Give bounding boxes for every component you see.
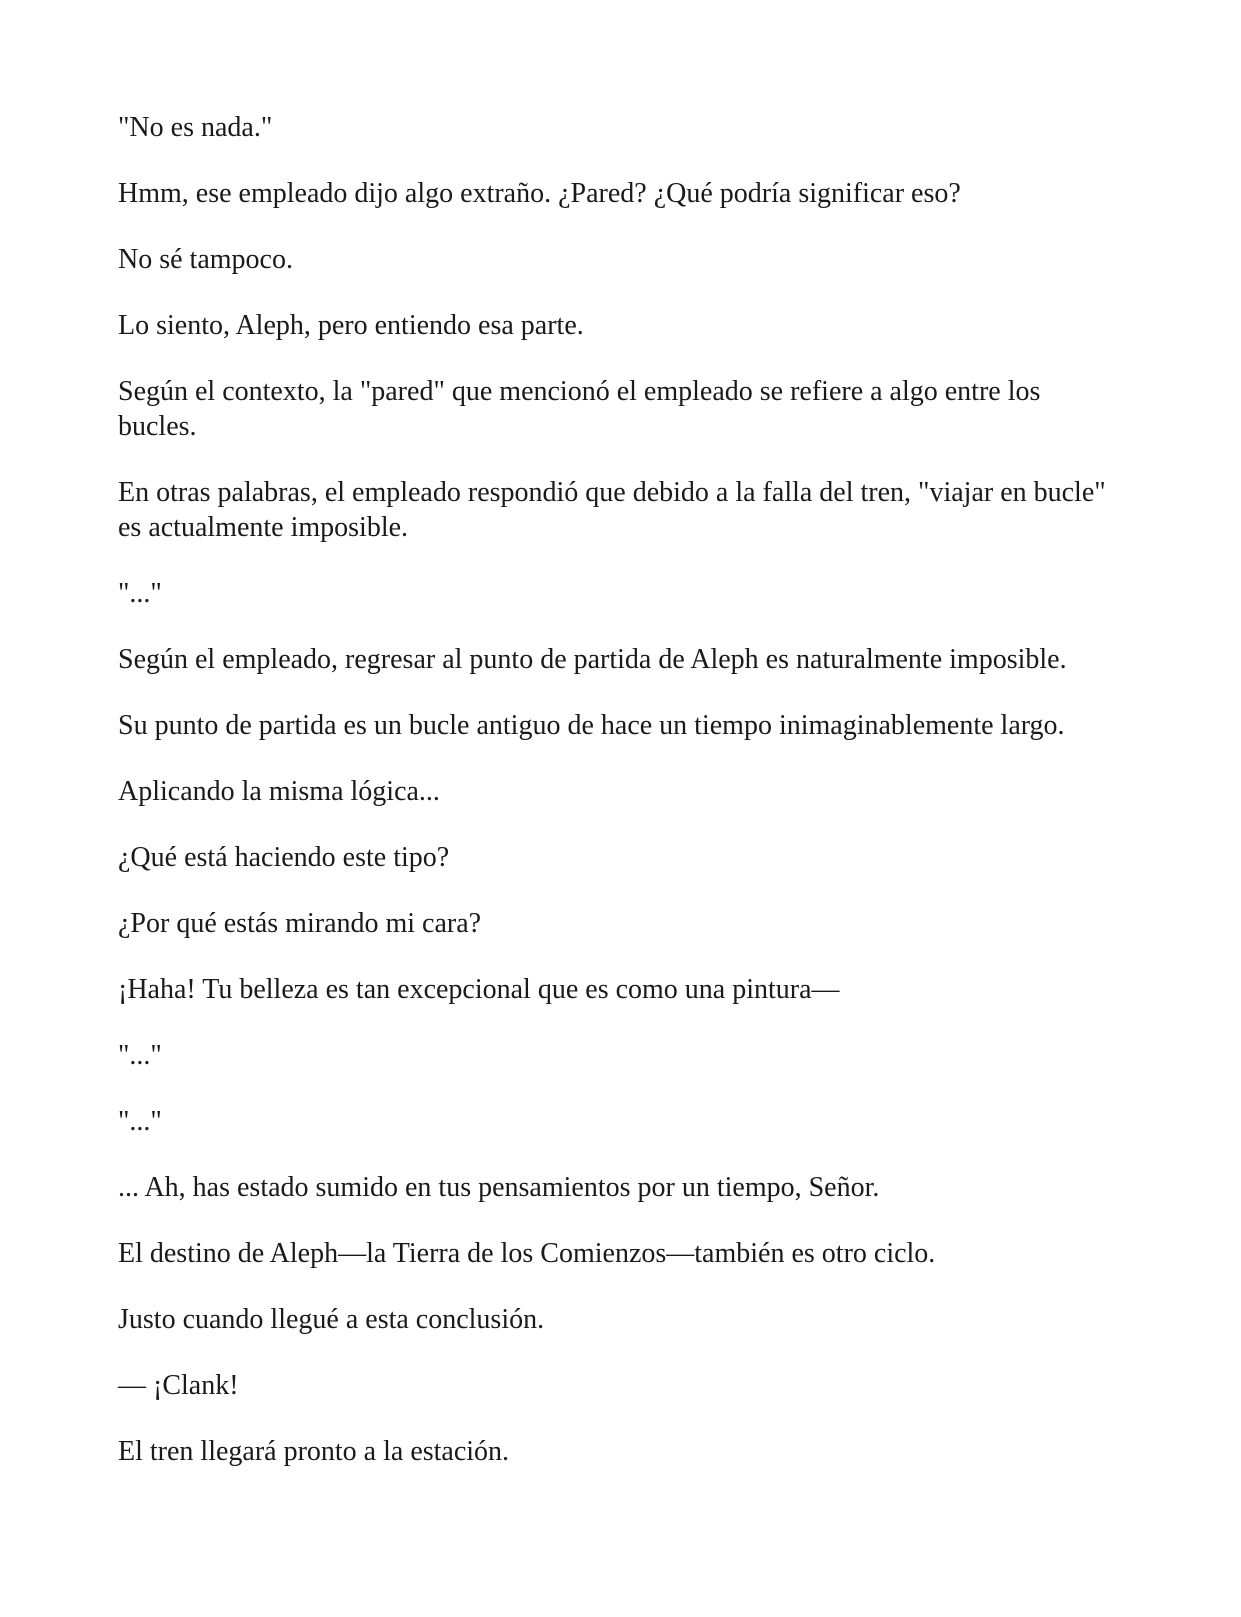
- paragraph: ¿Por qué estás mirando mi cara?: [118, 908, 482, 939]
- paragraph: En otras palabras, el empleado respondió que debido a la falla del tren, "viajar en bucle" es actualmente imposible.: [118, 477, 1106, 543]
- text-body: [118, 110, 1121, 1500]
- paragraph: Justo cuando llegué a esta conclusión.: [118, 1304, 545, 1335]
- paragraph: "...": [118, 1040, 162, 1071]
- paragraph: Hmm, ese empleado dijo algo extraño. ¿Pared? ¿Qué podría significar eso?: [118, 178, 961, 209]
- paragraph: El tren llegará pronto a la estación.: [118, 1436, 510, 1467]
- paragraph: Según el contexto, la "pared" que mencionó el empleado se refiere a algo entre los bucles.: [118, 376, 1041, 442]
- paragraph: "...": [118, 578, 162, 609]
- paragraph: El destino de Aleph—la Tierra de los Comienzos—también es otro ciclo.: [118, 1238, 936, 1269]
- paragraph: "No es nada.": [118, 112, 273, 143]
- paragraph: Lo siento, Aleph, pero entiendo esa parte.: [118, 310, 584, 341]
- paragraph: "...": [118, 1106, 162, 1137]
- paragraph: — ¡Clank!: [118, 1370, 239, 1401]
- paragraph: ¡Haha! Tu belleza es tan excepcional que es como una pintura—: [118, 974, 840, 1005]
- paragraph: ¿Qué está haciendo este tipo?: [118, 842, 450, 873]
- paragraph: Su punto de partida es un bucle antiguo de hace un tiempo inimaginablemente largo.: [118, 710, 1065, 741]
- paragraph: Aplicando la misma lógica...: [118, 776, 440, 807]
- paragraph: ... Ah, has estado sumido en tus pensamientos por un tiempo, Señor.: [118, 1172, 880, 1203]
- paragraph: Según el empleado, regresar al punto de partida de Aleph es naturalmente imposible.: [118, 644, 1067, 675]
- paragraph: No sé tampoco.: [118, 244, 293, 275]
